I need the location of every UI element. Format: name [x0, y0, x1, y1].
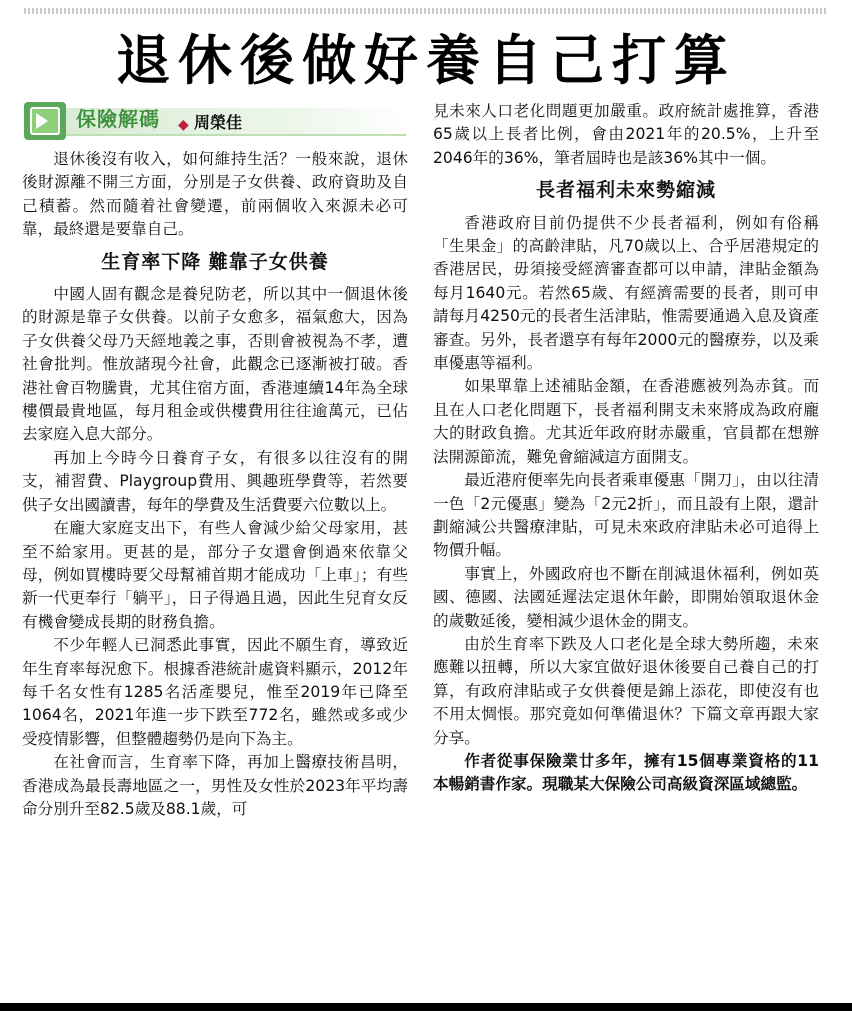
body-paragraph: 在社會而言，生育率下降，再加上醫療技術昌明，香港成為最長壽地區之一，男性及女性於2023年平均壽命分別升至82.5歲及88.1歲，可: [22, 753, 408, 818]
body-paragraph: 不少年輕人已洞悉此事實，因此不願生育，導致近年生育率每況愈下。根據香港統計處資料顯示，2012年每千名女性有1285名活產嬰兒，惟至2019年已降至1064名，2021年進一步下跌至772名，雖然或多或少受疫情影響，但整體趨勢仍是向下為主。: [22, 636, 408, 748]
body-paragraph: 事實上，外國政府也不斷在削減退休福利，例如英國、德國、法國延遲法定退休年齡，即開始領取退休金的歲數延後，變相減少退休金的開支。: [433, 564, 819, 630]
separator-dot-icon: ◆: [178, 117, 189, 133]
right-column: [433, 100, 819, 797]
body-paragraph: 最近港府便率先向長者乘車優惠「開刀」，由以往清一色「2元優惠」變為「2元2折」，而且設有上限，還計劃縮減公共醫療津貼，可見未來政府津貼未必可追得上物價升幅。: [433, 471, 819, 560]
author-name: 周榮佳: [194, 113, 243, 132]
continued-paragraph: 見未來人口老化問題更加嚴重。政府統計處推算，香港65歲以上長者比例，會由2021年的20.5%，上升至2046年的36%，筆者屆時也是該36%其中一個。: [433, 102, 819, 167]
section-heading-2: 長者福利未來勢縮減: [535, 179, 716, 202]
body-paragraph: 在龐大家庭支出下，有些人會減少給父母家用，甚至不給家用。更甚的是，部分子女還會倒過來依靠父母，例如買樓時要父母幫補首期才能成功「上車」；有些新一代更奉行「躺平」，日子得過且過，因此生兒育女反有機會變成長期的財務負擔。: [22, 519, 408, 631]
intro-paragraph: 退休後沒有收入，如何維持生活？一般來說，退休後財源離不開三方面，分別是子女供養、政府資助及自己積蓄。然而隨着社會變遷，前兩個收入來源未必可靠，最終還是要靠自己。: [22, 150, 408, 239]
body-paragraph: 再加上今時今日養育子女，有很多以往沒有的開支，補習費、Playgroup費用、興趣班學費等，若然要供子女出國讀書，每年的學費及生活費要六位數以上。: [22, 448, 408, 514]
body-paragraph: 中國人固有觀念是養兒防老，所以其中一個退休後的財源是靠子女供養。以前子女愈多，福氣愈大，因為子女供養父母乃天經地義之事，否則會被視為不孝，遭社會批判。惟放諸現今社會，此觀念已逐漸被打破。香港社會百物騰貴，尤其住宿方面，香港連續14年為全球樓價最貴地區，每月租金或供樓費用往往逾萬元，已佔去家庭入息大部分。: [22, 285, 408, 444]
body-paragraph: 香港政府目前仍提供不少長者福利，例如有俗稱「生果金」的高齡津貼，凡70歲以上、合乎居港規定的香港居民，毋須接受經濟審查都可以申請，津貼金額為每月1640元。若然65歲、有經濟需要的長者，則可申請每月4250元的長者生活津貼，惟需要通過入息及資產審查。另外，長者還享有每年2000元的醫療券，以及乘車優惠等福利。: [433, 213, 819, 373]
bottom-rule: [0, 1003, 852, 1011]
section-heading-1: 生育率下降 難靠子女供養: [101, 250, 329, 273]
play-icon: [36, 113, 48, 129]
left-column: [22, 100, 408, 821]
body-paragraph: 由於生育率下跌及人口老化是全球大勢所趨，未來應難以扭轉，所以大家宜做好退休後要自己養自己的打算，有政府津貼或子女供養便是錦上添花，即使沒有也不用太惆悵。那究竟如何準備退休？下篇文章再跟大家分享。: [433, 634, 819, 747]
body-paragraph: 如果單靠上述補貼金額，在香港應被列為赤貧。而且在人口老化問題下，長者福利開支未來將成為政府龐大的財政負擔。尤其近年政府財赤嚴重，官員都在想辦法開源節流，難免會縮減這方面開支。: [433, 377, 819, 466]
column-name: 保險解碼: [76, 107, 160, 131]
headline: 退休後做好養自己打算: [116, 29, 736, 92]
column-header: [22, 100, 408, 142]
top-dotted-rule: [24, 8, 828, 14]
author-bio: 作者從事保險業廿多年，擁有15個專業資格的11本暢銷書作家。現職某大保險公司高級資深區域總監。: [433, 751, 819, 794]
